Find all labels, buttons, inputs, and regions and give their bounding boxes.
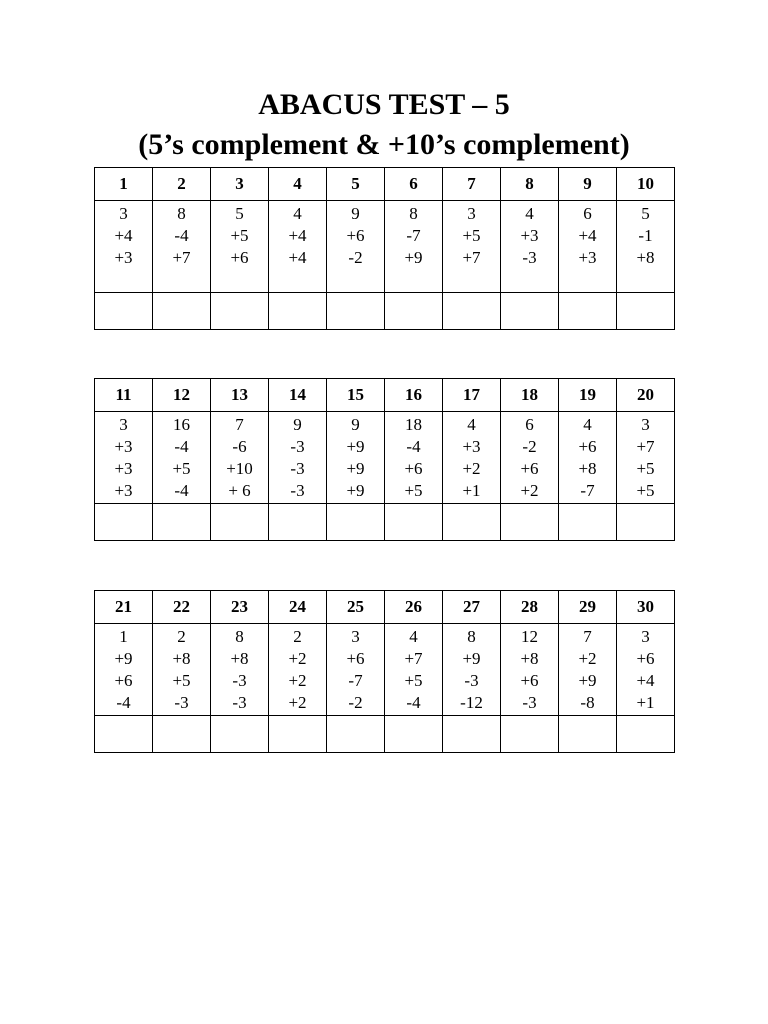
answer-row	[95, 504, 675, 541]
problem-term: -7	[406, 226, 421, 245]
problem-cell	[617, 201, 675, 293]
problem-cell	[153, 201, 211, 293]
problem-term: +4	[114, 226, 133, 245]
answer-box[interactable]	[153, 504, 211, 541]
problem-term: 3	[641, 415, 650, 434]
problem-number: 4	[269, 168, 327, 201]
problem-term: -2	[348, 693, 363, 712]
problem-cell	[269, 412, 327, 504]
problem-cell	[153, 412, 211, 504]
problem-term: +3	[114, 481, 133, 500]
problem-cell	[211, 624, 269, 716]
problem-term: 3	[351, 627, 360, 646]
problem-number: 25	[327, 591, 385, 624]
problem-table-2	[94, 378, 675, 541]
problem-cell	[269, 624, 327, 716]
problem-cell	[617, 412, 675, 504]
problem-number: 27	[443, 591, 501, 624]
answer-box[interactable]	[617, 293, 675, 330]
problem-term: +5	[230, 226, 249, 245]
problem-term: -3	[522, 248, 537, 267]
problem-term: 4	[409, 627, 418, 646]
problem-cell	[95, 624, 153, 716]
problem-term: 5	[235, 204, 244, 223]
problem-term: +6	[404, 459, 423, 478]
answer-box[interactable]	[95, 716, 153, 753]
answer-box[interactable]	[617, 716, 675, 753]
problem-term: -3	[290, 437, 305, 456]
problem-term: 1	[119, 627, 128, 646]
problem-number: 29	[559, 591, 617, 624]
problem-term: +3	[520, 226, 539, 245]
problem-term: +3	[114, 459, 133, 478]
problem-term: -7	[348, 671, 363, 690]
problem-term: +6	[520, 671, 539, 690]
answer-box[interactable]	[385, 716, 443, 753]
problem-cell	[501, 201, 559, 293]
problem-term: +9	[114, 649, 133, 668]
problem-cell	[327, 412, 385, 504]
answer-box[interactable]	[559, 293, 617, 330]
problem-table-1	[94, 167, 675, 330]
answer-box[interactable]	[95, 504, 153, 541]
problem-term: 7	[235, 415, 244, 434]
problem-term: -4	[174, 481, 189, 500]
problem-row	[95, 624, 675, 716]
problem-number: 3	[211, 168, 269, 201]
problem-term: +9	[578, 671, 597, 690]
problem-term: +10	[226, 459, 253, 478]
problem-term: 6	[525, 415, 534, 434]
problem-number: 16	[385, 379, 443, 412]
problem-term: +1	[636, 693, 655, 712]
problem-term: -3	[232, 693, 247, 712]
problem-term: +6	[114, 671, 133, 690]
problem-term: -4	[174, 226, 189, 245]
problem-term: 8	[235, 627, 244, 646]
problem-term: +2	[288, 671, 307, 690]
problem-cell	[443, 412, 501, 504]
problem-term: 2	[293, 627, 302, 646]
problem-cell	[501, 412, 559, 504]
problem-term: -4	[406, 693, 421, 712]
problem-number: 17	[443, 379, 501, 412]
problem-term: 8	[409, 204, 418, 223]
problem-term: -2	[522, 437, 537, 456]
problem-term: +7	[172, 248, 191, 267]
problem-term: -3	[232, 671, 247, 690]
problem-number: 6	[385, 168, 443, 201]
problem-term: +7	[404, 649, 423, 668]
problem-number: 11	[95, 379, 153, 412]
problem-cell	[327, 624, 385, 716]
problem-number: 20	[617, 379, 675, 412]
problem-number: 8	[501, 168, 559, 201]
problem-term: -8	[580, 693, 595, 712]
page-subtitle: (5’s complement & +10’s complement)	[138, 128, 630, 161]
problem-cell	[95, 412, 153, 504]
problem-number: 2	[153, 168, 211, 201]
problem-term: +5	[404, 481, 423, 500]
problem-number: 13	[211, 379, 269, 412]
answer-box[interactable]	[269, 716, 327, 753]
problem-number: 26	[385, 591, 443, 624]
problem-term: +9	[346, 459, 365, 478]
problem-term: +1	[462, 481, 481, 500]
problem-number: 10	[617, 168, 675, 201]
answer-box[interactable]	[269, 293, 327, 330]
problem-term: +5	[636, 459, 655, 478]
problem-term: +8	[172, 649, 191, 668]
problem-term: 4	[583, 415, 592, 434]
problem-number: 1	[95, 168, 153, 201]
problem-number: 14	[269, 379, 327, 412]
problem-term: +9	[346, 481, 365, 500]
problem-term: -4	[174, 437, 189, 456]
page-title: ABACUS TEST – 5	[258, 88, 510, 121]
problem-term: -3	[290, 459, 305, 478]
problem-term: +8	[520, 649, 539, 668]
problem-term: 9	[293, 415, 302, 434]
problem-term: +6	[230, 248, 249, 267]
problem-term: 4	[525, 204, 534, 223]
answer-box[interactable]	[385, 293, 443, 330]
answer-box[interactable]	[269, 504, 327, 541]
problem-term: 9	[351, 204, 360, 223]
problem-cell	[385, 201, 443, 293]
answer-box[interactable]	[211, 504, 269, 541]
problem-term: 3	[467, 204, 476, 223]
problem-term: + 6	[228, 481, 251, 500]
problem-number: 19	[559, 379, 617, 412]
problem-term: +4	[578, 226, 597, 245]
problem-term: +9	[404, 248, 423, 267]
problem-term: +3	[114, 248, 133, 267]
problem-term: +6	[346, 226, 365, 245]
problem-cell	[211, 201, 269, 293]
problem-cell	[327, 201, 385, 293]
problem-term: +5	[462, 226, 481, 245]
problem-term: -7	[580, 481, 595, 500]
problem-number: 30	[617, 591, 675, 624]
answer-box[interactable]	[501, 716, 559, 753]
problem-number: 22	[153, 591, 211, 624]
problem-number: 21	[95, 591, 153, 624]
problem-term: 18	[405, 415, 422, 434]
problem-term: -3	[174, 693, 189, 712]
problem-term: 2	[177, 627, 186, 646]
answer-box[interactable]	[559, 716, 617, 753]
problem-cell	[153, 624, 211, 716]
answer-box[interactable]	[443, 504, 501, 541]
problem-term: 12	[521, 627, 538, 646]
problem-term: +3	[114, 437, 133, 456]
problem-term: +3	[462, 437, 481, 456]
problem-term: -3	[522, 693, 537, 712]
problem-term: -12	[460, 693, 483, 712]
problem-cell	[95, 201, 153, 293]
problem-number: 5	[327, 168, 385, 201]
answer-box[interactable]	[443, 716, 501, 753]
problem-term: +2	[288, 649, 307, 668]
problem-term: +2	[520, 481, 539, 500]
answer-box[interactable]	[327, 293, 385, 330]
problem-term: +6	[636, 649, 655, 668]
problem-term: -2	[348, 248, 363, 267]
problem-cell	[617, 624, 675, 716]
problem-number: 9	[559, 168, 617, 201]
problem-number: 18	[501, 379, 559, 412]
answer-box[interactable]	[501, 504, 559, 541]
problem-term: +7	[636, 437, 655, 456]
problem-term: +3	[578, 248, 597, 267]
problem-table-3	[94, 590, 675, 753]
problem-row	[95, 412, 675, 504]
answer-box[interactable]	[501, 293, 559, 330]
problem-term: -4	[406, 437, 421, 456]
problem-number: 7	[443, 168, 501, 201]
problem-number: 24	[269, 591, 327, 624]
problem-term: -3	[464, 671, 479, 690]
problem-term: +6	[520, 459, 539, 478]
problem-term: 16	[173, 415, 190, 434]
problem-term: 5	[641, 204, 650, 223]
problem-cell	[443, 201, 501, 293]
problem-term: +5	[172, 459, 191, 478]
problem-term: 3	[641, 627, 650, 646]
problem-term: +5	[636, 481, 655, 500]
problem-term: +6	[346, 649, 365, 668]
answer-box[interactable]	[153, 293, 211, 330]
problem-cell	[385, 624, 443, 716]
problem-term: 8	[467, 627, 476, 646]
problem-term: +8	[636, 248, 655, 267]
problem-cell	[385, 412, 443, 504]
problem-term: +2	[462, 459, 481, 478]
problem-term: +2	[288, 693, 307, 712]
problem-number: 15	[327, 379, 385, 412]
problem-cell	[211, 412, 269, 504]
answer-box[interactable]	[559, 504, 617, 541]
problem-term: +8	[230, 649, 249, 668]
answer-row	[95, 293, 675, 330]
problem-term: +5	[404, 671, 423, 690]
problem-term: 3	[119, 415, 128, 434]
problem-term: +2	[578, 649, 597, 668]
problem-term: -1	[638, 226, 653, 245]
problem-term: +9	[462, 649, 481, 668]
problem-number-row	[95, 591, 675, 624]
answer-row	[95, 716, 675, 753]
problem-number: 28	[501, 591, 559, 624]
problem-term: -6	[232, 437, 247, 456]
answer-box[interactable]	[617, 504, 675, 541]
problem-term: 8	[177, 204, 186, 223]
problem-term: 9	[351, 415, 360, 434]
problem-number: 12	[153, 379, 211, 412]
problem-term: 4	[467, 415, 476, 434]
problem-term: -4	[116, 693, 131, 712]
problem-term: 4	[293, 204, 302, 223]
problem-row	[95, 201, 675, 293]
problem-number: 23	[211, 591, 269, 624]
answer-box[interactable]	[327, 716, 385, 753]
problem-term: 3	[119, 204, 128, 223]
problem-number-row	[95, 379, 675, 412]
problem-cell	[269, 201, 327, 293]
answer-box[interactable]	[327, 504, 385, 541]
problem-term: 6	[583, 204, 592, 223]
problem-number-row	[95, 168, 675, 201]
problem-cell	[559, 201, 617, 293]
answer-box[interactable]	[211, 716, 269, 753]
answer-box[interactable]	[95, 293, 153, 330]
answer-box[interactable]	[211, 293, 269, 330]
problem-cell	[559, 624, 617, 716]
problem-cell	[501, 624, 559, 716]
problem-term: +7	[462, 248, 481, 267]
problem-term: +4	[636, 671, 655, 690]
answer-box[interactable]	[153, 716, 211, 753]
problem-term: +6	[578, 437, 597, 456]
problem-term: -3	[290, 481, 305, 500]
problem-term: +4	[288, 226, 307, 245]
problem-cell	[443, 624, 501, 716]
answer-box[interactable]	[443, 293, 501, 330]
problem-term: +8	[578, 459, 597, 478]
problem-term: +4	[288, 248, 307, 267]
problem-cell	[559, 412, 617, 504]
answer-box[interactable]	[385, 504, 443, 541]
problem-term: 7	[583, 627, 592, 646]
problem-term: +5	[172, 671, 191, 690]
problem-term: +9	[346, 437, 365, 456]
